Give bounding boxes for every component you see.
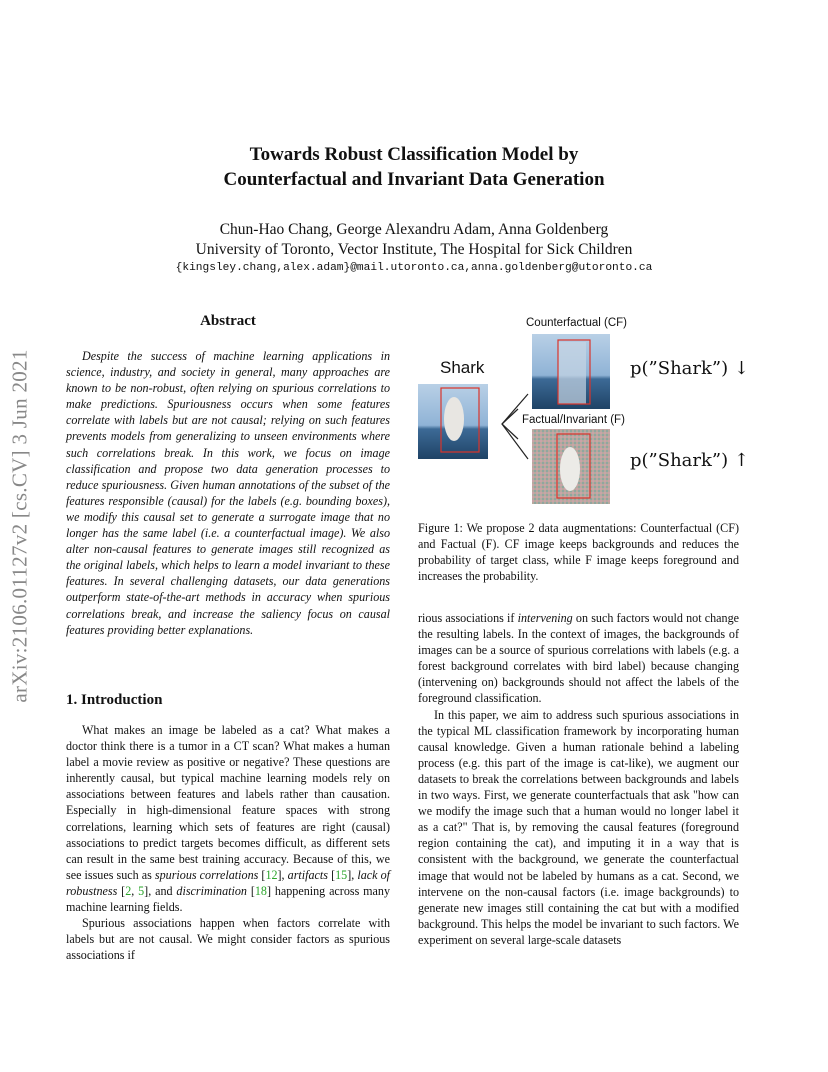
intro-paragraph-3: In this paper, we aim to address such spurious associations in the typical ML classification framework by incorporating human causal knowledge. Given a human rationale behind a labeling process (e.g. this part of the image is cat-like), we augment our datasets to break the correlations between backgrounds and labels in two ways. First, we generate counterfactuals that ask "how can we modify the image such that a human would no longer label it as a cat?" That is, by removing the causal features (foreground region containing the cat), and imputing it in a way that is consistent with the background, we generate the counterfactual image that would not be labeled by humans as a cat. Second, we intervene on the non-causal factors (i.e. image backgrounds) to generate new images still containing the cat but with a modified background. This helps the model be invariant to such factors. We experiment on several large-scale datasets [418,707,739,947]
paper-title [0,142,828,192]
citation: 12 [265,867,278,882]
label-factual: Factual/Invariant (F) [522,414,625,426]
authors: Chun-Hao Chang, George Alexandru Adam, Anna Goldenberg [219,221,609,238]
factual-image [532,429,610,504]
title-line-1: Towards Robust Classification Model by [249,144,579,165]
intro-left-column [66,722,390,963]
original-image [418,384,488,459]
equation-prob-up: p(”Shark”) ↑ [630,450,749,471]
affiliation: University of Toronto, Vector Institute, The Hospital for Sick Children [195,241,633,258]
citation: 2 [125,883,132,898]
citation: 18 [254,883,267,898]
citation: 5 [138,883,145,898]
counterfactual-image [532,334,610,409]
figure-1 [418,314,748,514]
arxiv-stamp [2,296,38,756]
label-counterfactual: Counterfactual (CF) [526,317,627,329]
intro-paragraph-2-start: Spurious associations happen when factors correlate with labels but are not causal. We might consider factors as spurious associations if [66,916,390,963]
intro-heading: 1. Introduction [66,692,163,708]
figure-caption: Figure 1: We propose 2 data augmentations: Counterfactual (CF) and Factual (F). CF image keeps backgrounds and reduces the probability of target class, while F image keeps foreground and increases the probability. [418,521,739,584]
citation: 15 [335,867,348,882]
emails: {kingsley.chang,alex.adam}@mail.utoronto.ca,anna.goldenberg@utoronto.ca [175,262,653,274]
arxiv-stamp-text: arXiv:2106.01127v2 [cs.CV] 3 Jun 2021 [7,349,32,703]
equation-prob-down: p(”Shark”) ↓ [630,358,749,379]
label-shark: Shark [440,358,485,377]
title-line-2: Counterfactual and Invariant Data Generation [223,169,605,190]
intro-paragraph-2-cont: rious associations if intervening on such factors would not change the resulting labels. In the context of images, the backgrounds of images can be a source of spurious correlations with labels (e.g. a forest background correlates with bird label) because changing (intervening on) backgrounds should not affect the labels of the foreground classification. [418,611,739,706]
intro-right-column [418,610,739,948]
abstract-heading: Abstract [200,313,256,329]
intro-paragraph-1: What makes an image be labeled as a cat? What makes a doctor think there is a tumor in a CT scan? What makes a human label a movie review as positive or negative? These questions are inherently causal, but typical machine learning models rely on associations between features and labels rather than causation. Especially in high-dimensional feature spaces with strong correlations, learning which sets of features are right (causal) associations to predict targets becomes difficult, as different sets can result in the same best training accuracy. Because of this, we see issues such as spurious correlations [12], artifacts [15], lack of robustness [2, 5], and discrimination [18] happening across many machine learning fields. [66,723,391,915]
abstract-text: Despite the success of machine learning applications in science, industry, and society in general, many approaches are known to be non-robust, often relying on spurious correlations to make predictions. Spuriousness occurs when some features correlate with labels but are not causal; relying on such features prevents models from generalizing to unseen environments where such correlations break. In this work, we focus on image classification and propose two data generation processes to reduce spuriousness. Given human annotations of the subset of the features responsible (causal) for the labels (e.g. bounding boxes), we modify this causal set to generate a surrogate image that no longer has the same label (i.e. a counterfactual image). We also alter non-causal features to generate images still recognized as the original labels, which helps to learn a model invariant to these features. In several challenging datasets, our data generations outperform state-of-the-art methods in accuracy when spurious correlations break, and increase the saliency focus on causal features providing better explanations. [66,349,390,637]
author-block [0,220,828,260]
